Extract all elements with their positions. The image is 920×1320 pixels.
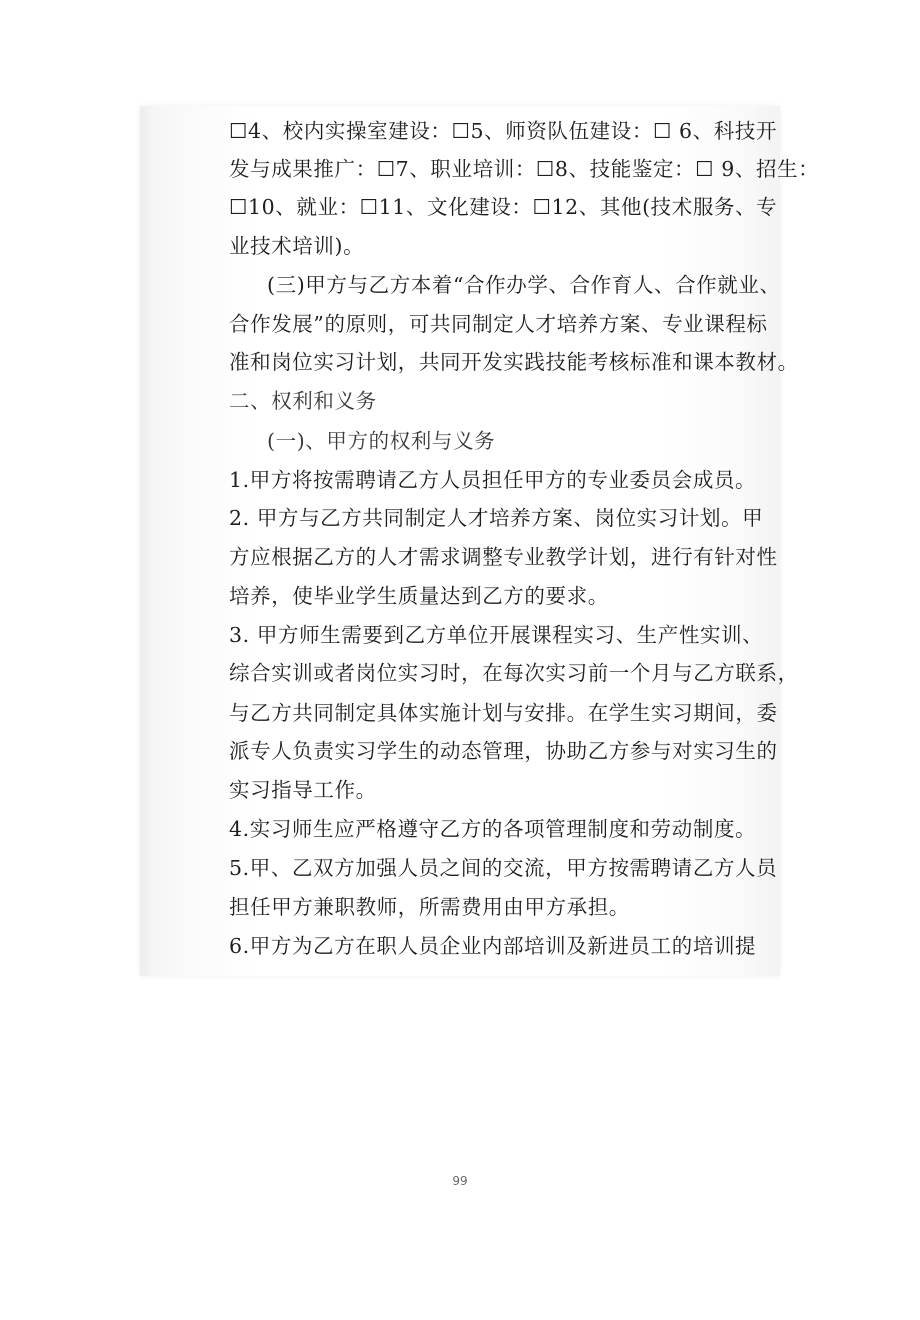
text-line: 业技术培训)。 [229,234,365,258]
text-line: 1.甲方将按需聘请乙方人员担任甲方的专业委员会成员。 [229,468,757,492]
text-line: (三)甲方与乙方本着“合作办学、合作育人、合作就业、 [267,273,781,297]
text-line: 担任甲方兼职教师，所需费用由甲方承担。 [229,895,630,919]
text-line: 与乙方共同制定具体实施计划与安排。在学生实习期间，委 [229,701,778,725]
page-number: 99 [452,1174,468,1188]
text-line: 6.甲方为乙方在职人员企业内部培训及新进员工的培训提 [229,934,757,958]
text-line: 培养，使毕业学生质量达到乙方的要求。 [229,584,609,608]
text-line: 综合实训或者岗位实习时，在每次实习前一个月与乙方联系， [229,661,799,685]
text-line: 方应根据乙方的人才需求调整专业教学计划，进行有针对性 [229,545,778,569]
text-line: 5.甲、乙双方加强人员之间的交流，甲方按需聘请乙方人员 [229,856,778,880]
text-line: 4.实习师生应严格遵守乙方的各项管理制度和劳动制度。 [229,817,757,841]
text-line: ☐10、就业：☐11、文化建设：☐12、其他(技术服务、专 [229,195,778,219]
text-line: 准和岗位实习计划，共同开发实践技能考核标准和课本教材。 [229,350,799,374]
text-line: 发与成果推广：☐7、职业培训：☐8、技能鉴定：☐ 9、招生： [229,157,820,181]
text-line: ☐4、校内实操室建设：☐5、师资队伍建设：☐ 6、科技开 [229,119,778,143]
text-line: 3. 甲方师生需要到乙方单位开展课程实习、生产性实训、 [229,623,764,647]
text-line: 派专人负责实习学生的动态管理，协助乙方参与对实习生的 [229,739,778,763]
text-line: 2. 甲方与乙方共同制定人才培养方案、岗位实习计划。甲 [229,506,764,530]
text-line: 合作发展”的原则，可共同制定人才培养方案、专业课程标 [229,312,768,336]
text-line: 实习指导工作。 [229,778,377,802]
subsection-heading: (一)、甲方的权利与义务 [267,429,496,453]
section-heading: 二、权利和义务 [229,389,377,413]
